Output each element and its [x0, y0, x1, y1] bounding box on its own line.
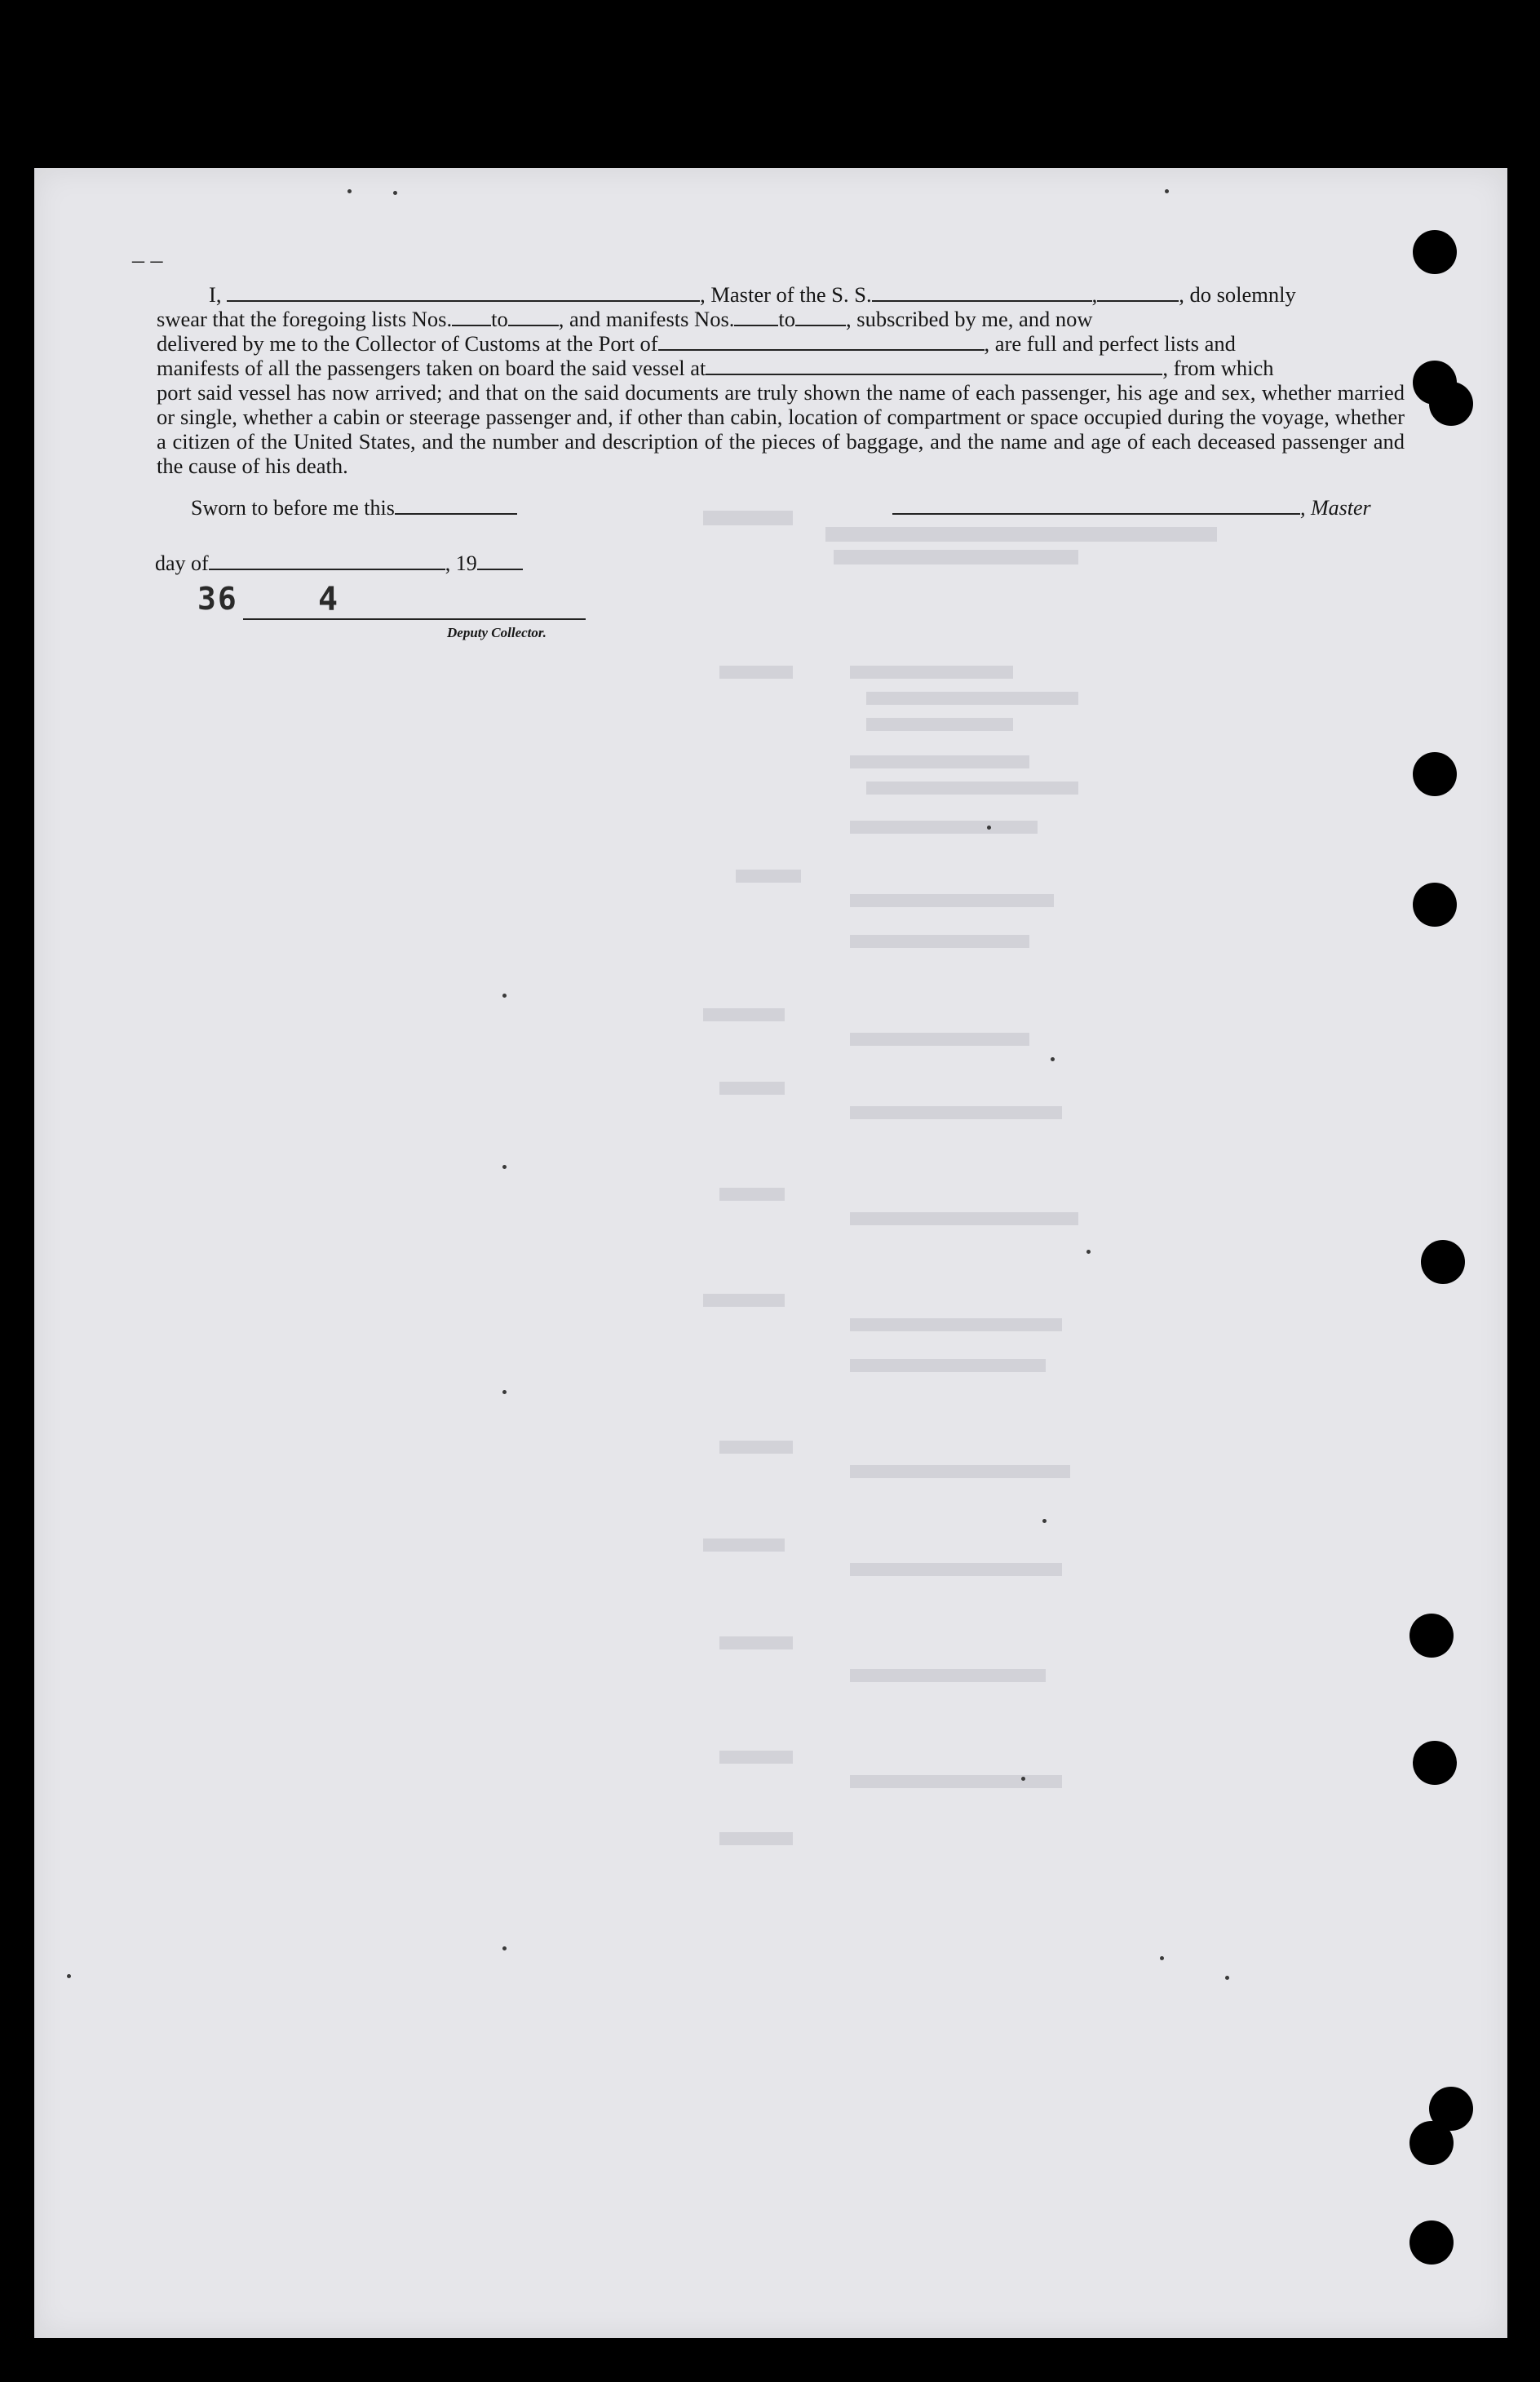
oath-text: I,: [209, 282, 222, 307]
punch-hole: [1421, 1240, 1465, 1284]
lists-to-blank: [508, 308, 559, 326]
dust-speck: [1086, 1250, 1091, 1254]
manifests-to-blank: [795, 308, 846, 326]
oath-text: swear that the foregoing lists Nos.: [157, 307, 453, 331]
oath-text: , from which: [1162, 356, 1274, 380]
dust-speck: [1160, 1956, 1164, 1960]
sworn-line: [191, 496, 517, 520]
oath-text: to: [778, 307, 796, 331]
deputy-collector-label: Deputy Collector.: [447, 625, 547, 640]
margin-dash-mark: – –: [132, 246, 163, 273]
punch-hole: [1409, 2220, 1454, 2265]
deputy-collector-signature-line: [243, 618, 586, 620]
oath-paragraph: [157, 282, 1405, 478]
sworn-date-blank: [395, 497, 517, 515]
day-of-line: [155, 551, 523, 576]
oath-text: ,: [1091, 282, 1098, 307]
dust-speck: [1021, 1777, 1025, 1781]
dust-speck: [1165, 189, 1169, 193]
dust-speck: [502, 1390, 507, 1394]
punch-hole: [1429, 382, 1473, 426]
dust-speck: [502, 1946, 507, 1950]
bleed-through-texture: [638, 511, 1454, 1946]
oath-text: manifests of all the passengers taken on board the said vessel at: [157, 356, 706, 380]
port-blank: [658, 333, 985, 351]
punch-hole: [1413, 752, 1457, 796]
dust-speck: [1225, 1976, 1229, 1980]
dust-speck: [67, 1974, 71, 1978]
dust-speck: [502, 1165, 507, 1169]
ship-name-blank: [872, 284, 1092, 302]
punch-hole: [1413, 883, 1457, 927]
oath-text: , are full and perfect lists and: [984, 331, 1236, 356]
dust-speck: [1051, 1057, 1055, 1061]
dust-speck: [347, 189, 352, 193]
punch-hole: [1413, 230, 1457, 274]
ship-detail-blank: [1097, 284, 1179, 302]
oath-text: , Master of the S. S.: [700, 282, 872, 307]
master-name-blank: [227, 284, 700, 302]
dust-speck: [502, 994, 507, 998]
manifests-from-blank: [734, 308, 778, 326]
oath-text: , and manifests Nos.: [558, 307, 735, 331]
punch-hole: [1413, 1741, 1457, 1785]
year-prefix: , 19: [445, 551, 477, 575]
dust-speck: [1042, 1519, 1047, 1523]
document-page: [34, 168, 1507, 2338]
departure-port-blank: [706, 357, 1162, 375]
day-of-label: day of: [155, 551, 209, 575]
oath-body-text: port said vessel has now arrived; and that on the said documents are truly shown the name of each passenger, his age and sex, whether married or single, whether a cabin or steerage passenger and, if other than cabin, location of compartment or space occupied during the voyage, whether a citizen of the United States, and the number and description of the pieces of baggage, and the name and age of each deceased passenger and the cause of his death.: [157, 380, 1405, 478]
stamp-mark: 4: [318, 581, 339, 618]
punch-hole: [1409, 1614, 1454, 1658]
punch-hole: [1409, 2121, 1454, 2165]
year-blank: [477, 552, 523, 570]
sworn-label: Sworn to before me this: [191, 496, 395, 520]
oath-text: , subscribed by me, and now: [846, 307, 1093, 331]
lists-from-blank: [452, 308, 491, 326]
month-blank: [209, 552, 445, 570]
oath-text: to: [491, 307, 508, 331]
dust-speck: [393, 191, 397, 195]
oath-text: , do solemnly: [1179, 282, 1296, 307]
stamp-number: 36: [197, 581, 238, 617]
dust-speck: [987, 826, 991, 830]
master-label: , Master: [1300, 496, 1371, 520]
oath-text: delivered by me to the Collector of Customs at the Port of: [157, 331, 658, 356]
